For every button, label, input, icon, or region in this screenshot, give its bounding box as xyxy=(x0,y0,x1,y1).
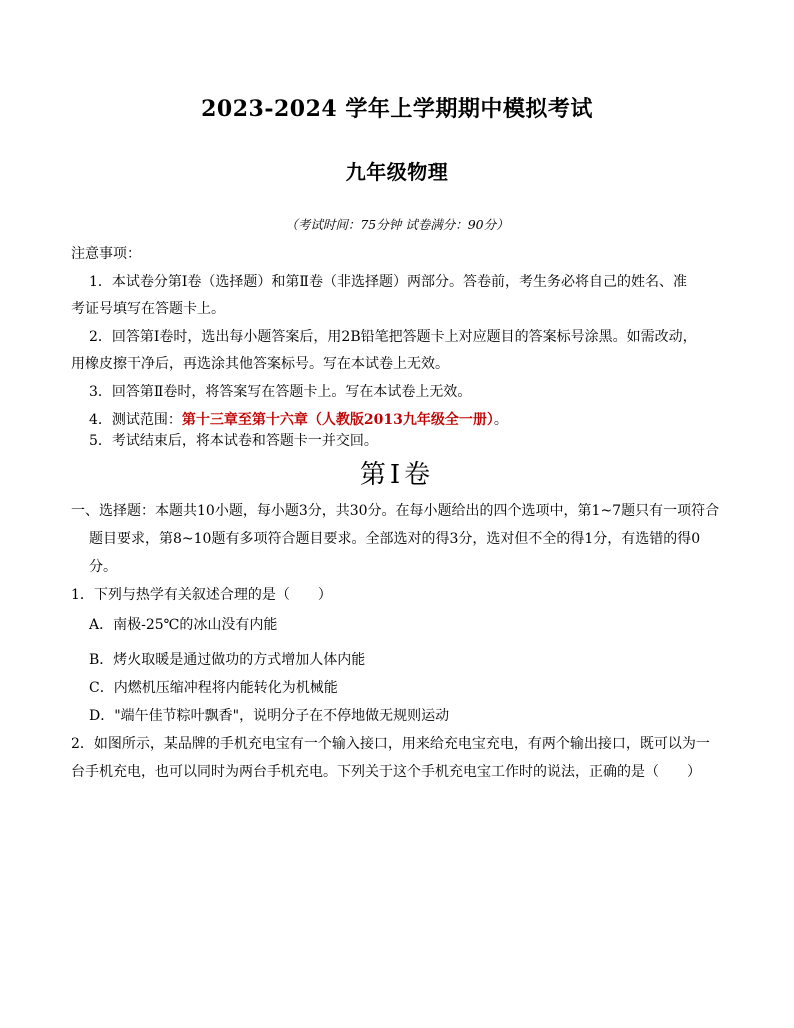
question-1-option-b: B．烤火取暖是通过做功的方式增加人体内能 xyxy=(89,652,366,668)
test-scope-highlight: 第十三章至第十六章（人教版2013九年级全一册） xyxy=(181,412,494,428)
part1-instructions-line-1: 一、选择题：本题共10小题，每小题3分，共30分。在每小题给出的四个选项中，第1~7题只有一项符合 xyxy=(71,503,720,519)
note-item-4-prefix: 4．测试范围： xyxy=(89,412,182,428)
question-1-stem: 1．下列与热学有关叙述合理的是（ ） xyxy=(71,587,332,603)
part1-instructions-line-3: 分。 xyxy=(89,559,117,575)
part1-instructions-line-2: 题目要求，第8~10题有多项符合题目要求。全部选对的得3分，选对但不全的得1分，有选错的得0 xyxy=(89,531,701,547)
note-item-5: 5．考试结束后，将本试卷和答题卡一并交回。 xyxy=(89,433,378,449)
question-2-stem-line-1: 2．如图所示，某品牌的手机充电宝有一个输入接口，用来给充电宝充电，有两个输出接口，既可以为一 xyxy=(71,736,710,752)
question-1-option-c: C．内燃机压缩冲程将内能转化为机械能 xyxy=(89,680,338,696)
question-1-option-d: D．"端午佳节粽叶飘香"，说明分子在不停地做无规则运动 xyxy=(89,708,450,724)
note-item-2-line-2: 用橡皮擦干净后，再选涂其他答案标号。写在本试卷上无效。 xyxy=(71,356,449,372)
question-1-option-a: A．南极-25℃的冰山没有内能 xyxy=(89,617,278,633)
exam-subtitle: 九年级物理 xyxy=(345,160,449,184)
note-item-1-line-2: 考证号填写在答题卡上。 xyxy=(71,301,225,317)
section-title: 第Ⅰ卷 xyxy=(359,460,435,490)
note-item-2-line-1: 2．回答第Ⅰ卷时，选出每小题答案后，用2B铅笔把答题卡上对应题目的答案标号涂黑。如需改动， xyxy=(89,329,697,345)
note-item-4 xyxy=(89,409,508,429)
exam-title: 2023-2024 学年上学期期中模拟考试 xyxy=(201,96,593,122)
exam-info: （考试时间：75分钟 试卷满分：90分） xyxy=(285,217,509,232)
notes-heading: 注意事项： xyxy=(71,246,141,262)
note-item-4-suffix: 。 xyxy=(493,412,508,428)
question-2-stem-line-2: 台手机充电，也可以同时为两台手机充电。下列关于这个手机充电宝工作时的说法，正确的是（ ） xyxy=(71,764,701,780)
note-item-1-line-1: 1．本试卷分第Ⅰ卷（选择题）和第Ⅱ卷（非选择题）两部分。答卷前，考生务必将自己的姓名、准 xyxy=(89,274,687,290)
note-item-3: 3．回答第Ⅱ卷时，将答案写在答题卡上。写在本试卷上无效。 xyxy=(89,384,472,400)
